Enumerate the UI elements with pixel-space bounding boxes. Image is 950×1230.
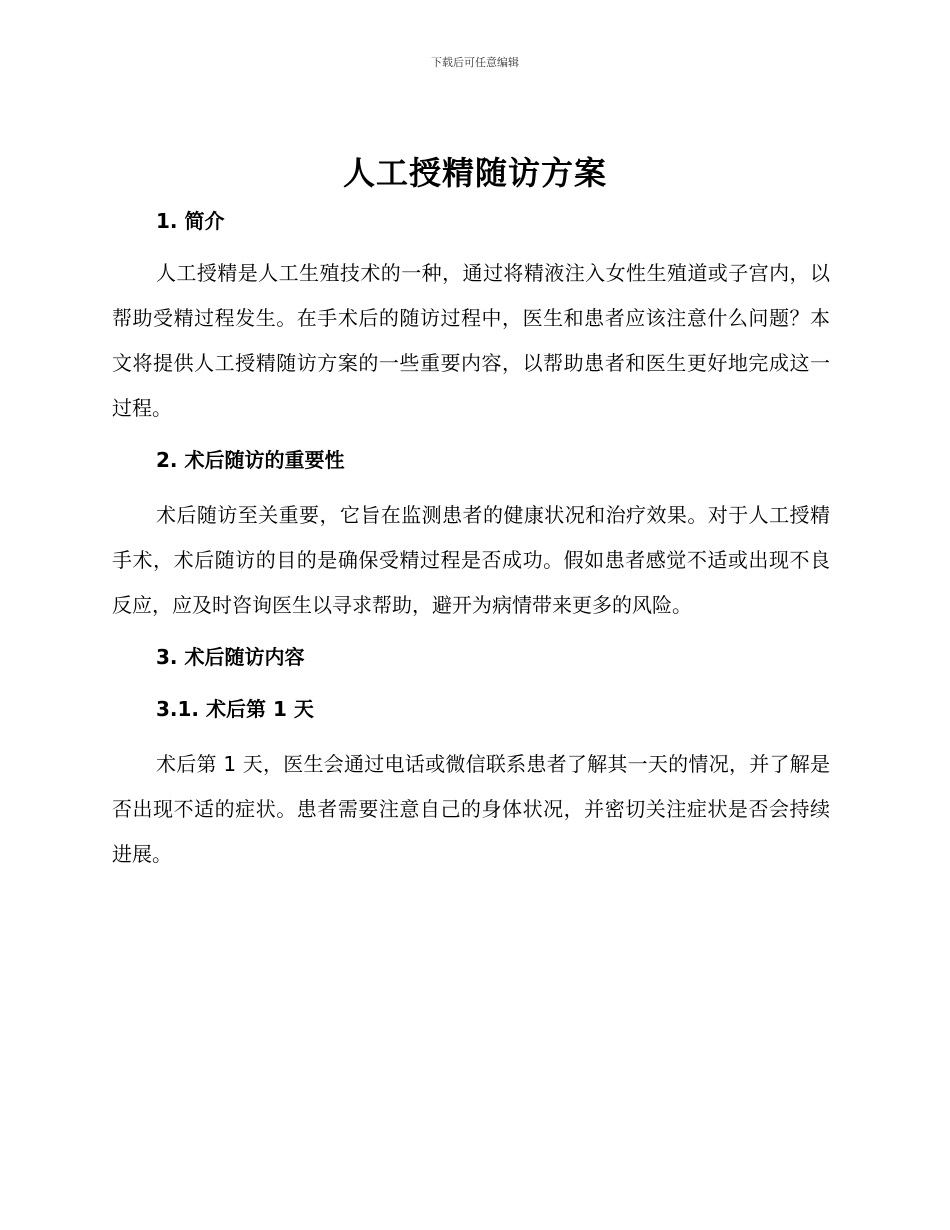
page-header-note: 下载后可任意编辑 [431,56,519,69]
section-paragraph-introduction: 人工授精是人工生殖技术的一种，通过将精液注入女性生殖道或子宫内，以帮助受精过程发生。在手术后的随访过程中，医生和患者应该注意什么问题？本文将提供人工授精随访方案的一些重要内容，以帮助患者和医生更好地完成这一过程。 [112,261,830,420]
section-heading-followup-content: 3. 术后随访内容 [156,645,305,669]
section-paragraph-importance: 术后随访至关重要，它旨在监测患者的健康状况和治疗效果。对于人工授精手术，术后随访的目的是确保受精过程是否成功。假如患者感觉不适或出现不良反应，应及时咨询医生以寻求帮助，避开为病情带来更多的风险。 [112,503,830,617]
section-paragraph-day-one: 术后第 1 天，医生会通过电话或微信联系患者了解其一天的情况，并了解是否出现不适的症状。患者需要注意自己的身体状况，并密切关注症状是否会持续进展。 [112,752,830,866]
section-heading-introduction: 1. 简介 [156,209,225,233]
section-heading-importance: 2. 术后随访的重要性 [156,448,345,472]
document-body [112,202,830,877]
document-title: 人工授精随访方案 [342,154,607,192]
section-heading-day-one: 3.1. 术后第 1 天 [156,697,314,721]
